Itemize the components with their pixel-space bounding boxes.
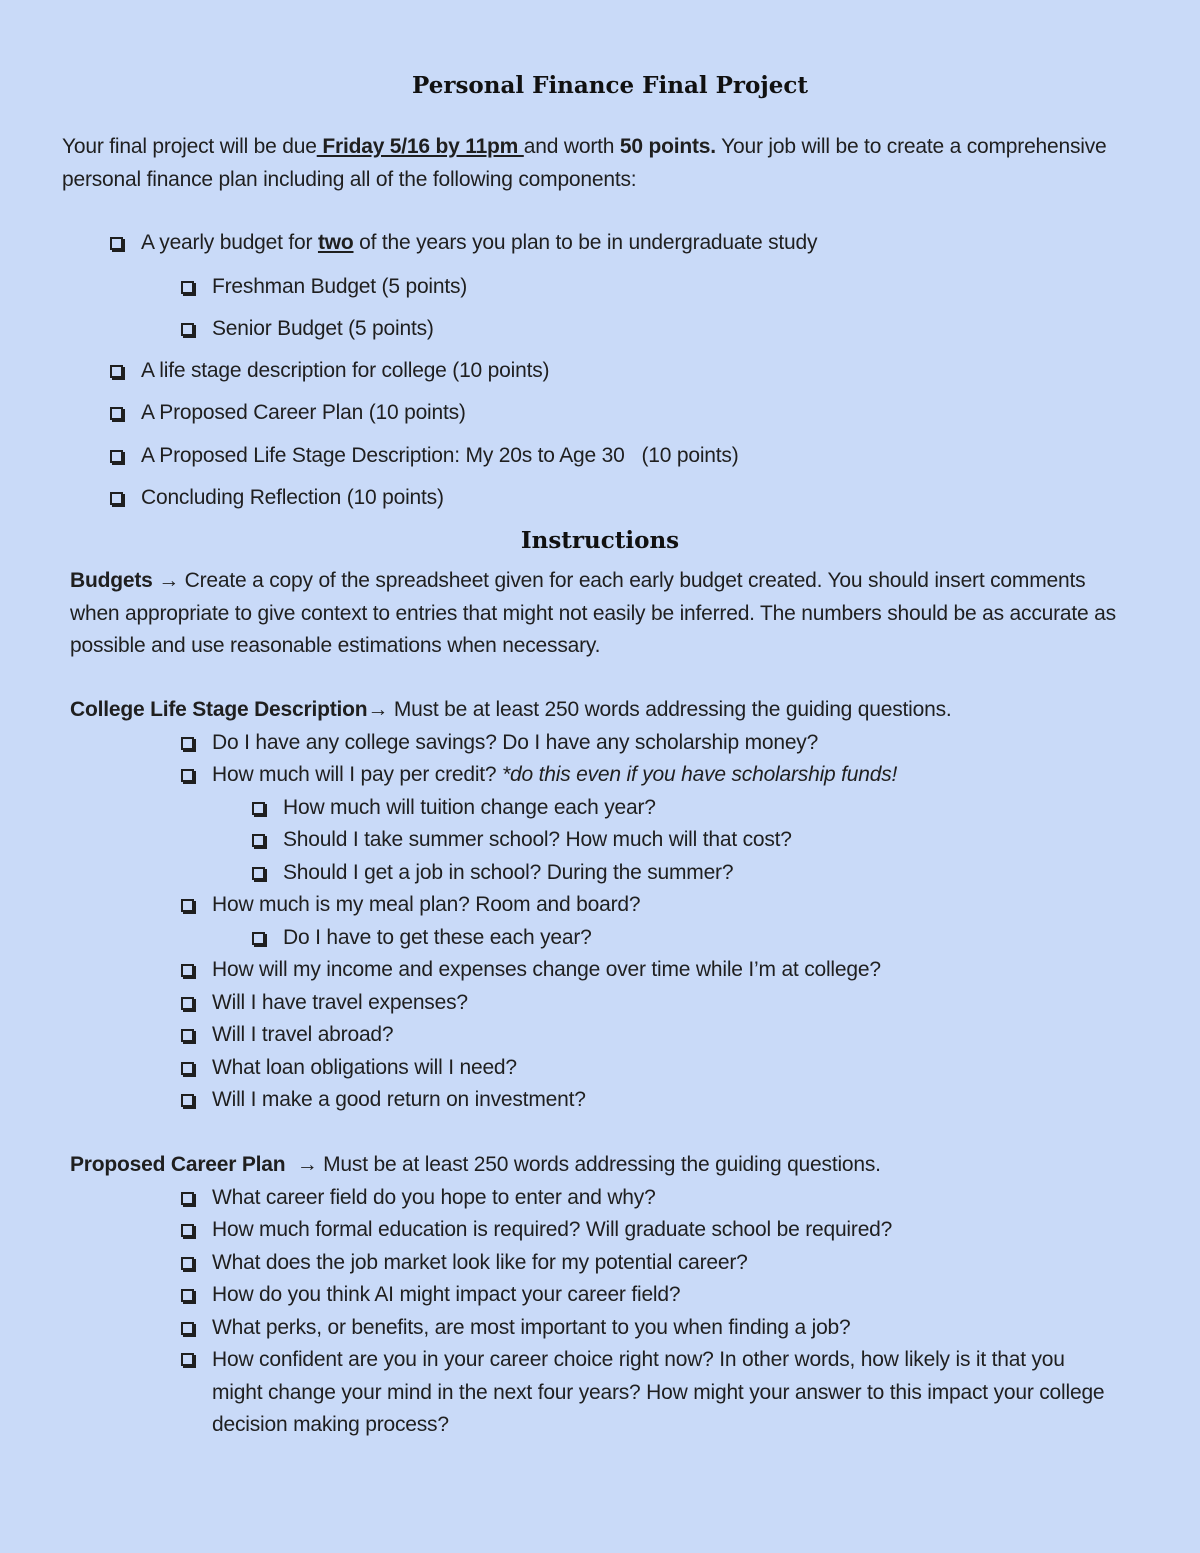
- checkbox-icon[interactable]: [181, 1062, 194, 1075]
- component-twenties: [110, 440, 739, 472]
- college-subquestion: [252, 857, 733, 889]
- page-title: Personal Finance Final Project: [412, 72, 808, 99]
- college-question: [181, 987, 468, 1019]
- checkbox-icon[interactable]: [252, 834, 265, 847]
- question-text: Should I take summer school? How much will that cost?: [283, 828, 792, 851]
- checkbox-icon[interactable]: [252, 802, 265, 815]
- college-subquestion: [252, 824, 792, 856]
- component-senior-budget: [181, 313, 434, 345]
- career-question: [181, 1247, 748, 1279]
- checkbox-icon[interactable]: [181, 1257, 194, 1270]
- career-label: Proposed Career Plan: [70, 1153, 286, 1176]
- career-question: [181, 1344, 1116, 1442]
- college-text: → Must be at least 250 words addressing the guiding questions.: [367, 698, 952, 721]
- checkbox-icon[interactable]: [181, 769, 194, 782]
- question-text: How do you think AI might impact your career field?: [212, 1283, 681, 1306]
- career-heading: [70, 1149, 1130, 1182]
- due-date: Friday 5/16 by 11pm: [316, 135, 524, 158]
- component-text: of the years you plan to be in undergraduate study: [353, 231, 818, 254]
- checkbox-icon[interactable]: [181, 899, 194, 912]
- points-value: 50 points.: [619, 135, 716, 158]
- question-text: Will I have travel expenses?: [212, 991, 468, 1014]
- college-label: College Life Stage Description: [70, 698, 368, 721]
- question-text: What perks, or benefits, are most important to you when finding a job?: [212, 1316, 851, 1339]
- component-text: A yearly budget for: [141, 231, 318, 254]
- checkbox-icon[interactable]: [110, 365, 123, 378]
- checkbox-icon[interactable]: [252, 932, 265, 945]
- checkbox-icon[interactable]: [110, 407, 123, 420]
- checkbox-icon[interactable]: [181, 1289, 194, 1302]
- component-text: Freshman Budget (5 points): [212, 275, 468, 298]
- checkbox-icon[interactable]: [181, 323, 194, 336]
- checkbox-icon[interactable]: [181, 737, 194, 750]
- checkbox-icon[interactable]: [181, 1094, 194, 1107]
- checkbox-icon[interactable]: [181, 281, 194, 294]
- question-note: *do this even if you have scholarship funds!: [502, 763, 898, 786]
- component-reflection: [110, 482, 444, 514]
- question-text: How much is my meal plan? Room and board?: [212, 893, 641, 916]
- intro-pre: Your final project will be due: [62, 135, 317, 158]
- question-text: What career field do you hope to enter and why?: [212, 1186, 656, 1209]
- college-heading: [70, 694, 1130, 727]
- checkbox-icon[interactable]: [181, 997, 194, 1010]
- career-question: [181, 1312, 851, 1344]
- college-question: [181, 1052, 517, 1084]
- checkbox-icon[interactable]: [110, 237, 123, 250]
- checkbox-icon[interactable]: [181, 964, 194, 977]
- college-question: [181, 759, 897, 791]
- intro-mid: and worth: [523, 135, 620, 158]
- checkbox-icon[interactable]: [181, 1029, 194, 1042]
- component-freshman-budget: [181, 271, 467, 303]
- question-text: How much will tuition change each year?: [283, 796, 656, 819]
- question-text: How much will I pay per credit?: [212, 763, 503, 786]
- checkbox-icon[interactable]: [181, 1322, 194, 1335]
- budgets-paragraph: [70, 565, 1130, 663]
- emphasis-two: two: [317, 231, 354, 254]
- question-text: Will I make a good return on investment?: [212, 1088, 586, 1111]
- question-text: Do I have any college savings? Do I have any scholarship money?: [212, 731, 819, 754]
- component-text: Senior Budget (5 points): [212, 317, 434, 340]
- component-text: A Proposed Life Stage Description: My 20s to Age 30 (10 points): [141, 444, 739, 467]
- question-text: Will I travel abroad?: [212, 1023, 394, 1046]
- question-text: How will my income and expenses change over time while I’m at college?: [212, 958, 881, 981]
- college-question: [181, 727, 818, 759]
- budgets-label: Budgets: [70, 569, 153, 592]
- component-text: A Proposed Career Plan (10 points): [141, 401, 466, 424]
- college-subquestion: [252, 792, 656, 824]
- question-text: How confident are you in your career choice right now? In other words, how likely is it that you might change your mind in the next four years? How might your answer to this impact your college decision making process?: [212, 1348, 1105, 1436]
- question-text: How much formal education is required? Will graduate school be required?: [212, 1218, 893, 1241]
- career-question: [181, 1279, 680, 1311]
- component-life-stage: [110, 355, 549, 387]
- career-text: → Must be at least 250 words addressing the guiding questions.: [285, 1153, 881, 1176]
- checkbox-icon[interactable]: [110, 492, 123, 505]
- college-question: [181, 889, 640, 921]
- component-text: Concluding Reflection (10 points): [141, 486, 444, 509]
- college-question: [181, 1019, 393, 1051]
- college-question: [181, 954, 881, 986]
- checkbox-icon[interactable]: [252, 867, 265, 880]
- intro-post: Your job will be to create a comprehensive personal finance plan including all of the following components:: [62, 135, 1107, 191]
- college-subquestion: [252, 922, 592, 954]
- checkbox-icon[interactable]: [110, 450, 123, 463]
- question-text: Should I get a job in school? During the summer?: [283, 861, 734, 884]
- component-budget: [110, 227, 817, 259]
- career-question: [181, 1214, 892, 1246]
- college-question: [181, 1084, 586, 1116]
- component-text: A life stage description for college (10 points): [141, 359, 550, 382]
- budgets-text: → Create a copy of the spreadsheet given for each early budget created. You should insert comments when appropriate to give context to entries that might not easily be inferred. The numbers should be as accurate as possible and use reasonable estimations when necessary.: [70, 569, 1116, 657]
- question-text: What does the job market look like for my potential career?: [212, 1251, 748, 1274]
- checkbox-icon[interactable]: [181, 1192, 194, 1205]
- question-text: What loan obligations will I need?: [212, 1056, 517, 1079]
- career-question: [181, 1182, 656, 1214]
- checkbox-icon[interactable]: [181, 1353, 194, 1366]
- question-text: Do I have to get these each year?: [283, 926, 592, 949]
- checkbox-icon[interactable]: [181, 1224, 194, 1237]
- intro-paragraph: [62, 130, 1142, 196]
- component-career-plan: [110, 397, 466, 429]
- instructions-heading: Instructions: [520, 527, 680, 554]
